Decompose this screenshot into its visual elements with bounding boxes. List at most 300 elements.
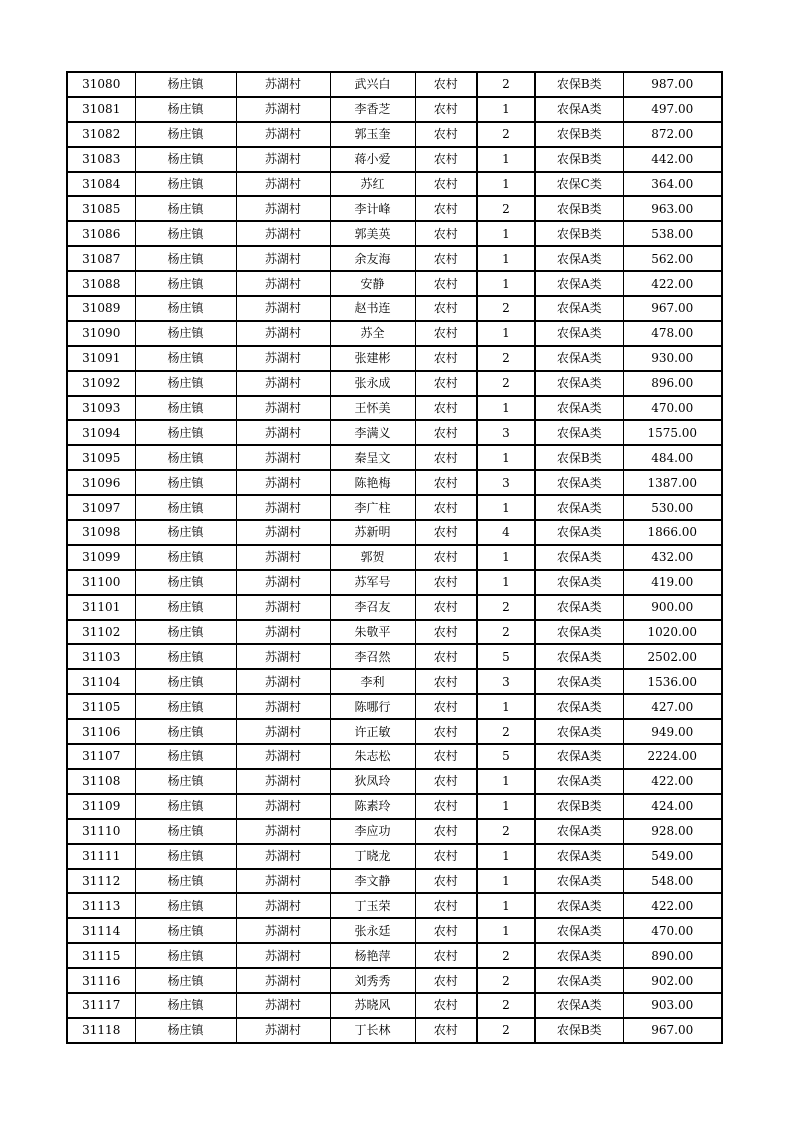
cell-village: 苏湖村 xyxy=(236,794,330,819)
cell-amount: 530.00 xyxy=(623,495,722,520)
cell-amount: 967.00 xyxy=(623,1018,722,1043)
cell-serial-number: 31094 xyxy=(67,420,135,445)
cell-village: 苏湖村 xyxy=(236,321,330,346)
cell-category: 农村 xyxy=(415,918,477,943)
cell-category: 农村 xyxy=(415,72,477,97)
cell-serial-number: 31113 xyxy=(67,893,135,918)
cell-serial-number: 31084 xyxy=(67,172,135,197)
cell-amount: 427.00 xyxy=(623,694,722,719)
cell-insurance-type: 农保A类 xyxy=(535,644,623,669)
cell-category: 农村 xyxy=(415,495,477,520)
cell-person-name: 许正敏 xyxy=(330,719,415,744)
cell-serial-number: 31086 xyxy=(67,221,135,246)
cell-amount: 538.00 xyxy=(623,221,722,246)
cell-town: 杨庄镇 xyxy=(135,346,236,371)
cell-village: 苏湖村 xyxy=(236,595,330,620)
cell-town: 杨庄镇 xyxy=(135,595,236,620)
cell-category: 农村 xyxy=(415,445,477,470)
cell-category: 农村 xyxy=(415,296,477,321)
cell-category: 农村 xyxy=(415,993,477,1018)
cell-village: 苏湖村 xyxy=(236,769,330,794)
cell-person-name: 苏全 xyxy=(330,321,415,346)
cell-town: 杨庄镇 xyxy=(135,470,236,495)
cell-person-name: 丁玉荣 xyxy=(330,893,415,918)
cell-insurance-type: 农保A类 xyxy=(535,893,623,918)
cell-person-count: 1 xyxy=(477,445,535,470)
cell-person-name: 丁晓龙 xyxy=(330,844,415,869)
cell-insurance-type: 农保A类 xyxy=(535,396,623,421)
cell-person-name: 朱敬平 xyxy=(330,620,415,645)
table-row xyxy=(67,420,722,445)
cell-person-count: 2 xyxy=(477,819,535,844)
cell-person-name: 余友海 xyxy=(330,246,415,271)
cell-serial-number: 31093 xyxy=(67,396,135,421)
cell-category: 农村 xyxy=(415,570,477,595)
cell-category: 农村 xyxy=(415,819,477,844)
cell-person-count: 1 xyxy=(477,271,535,296)
cell-serial-number: 31103 xyxy=(67,644,135,669)
cell-village: 苏湖村 xyxy=(236,869,330,894)
cell-person-count: 2 xyxy=(477,1018,535,1043)
cell-person-count: 2 xyxy=(477,968,535,993)
cell-village: 苏湖村 xyxy=(236,644,330,669)
cell-serial-number: 31108 xyxy=(67,769,135,794)
cell-category: 农村 xyxy=(415,644,477,669)
cell-category: 农村 xyxy=(415,719,477,744)
cell-person-count: 2 xyxy=(477,196,535,221)
cell-amount: 902.00 xyxy=(623,968,722,993)
cell-serial-number: 31104 xyxy=(67,669,135,694)
cell-person-name: 陈素玲 xyxy=(330,794,415,819)
cell-person-name: 陈艳梅 xyxy=(330,470,415,495)
cell-amount: 1575.00 xyxy=(623,420,722,445)
cell-village: 苏湖村 xyxy=(236,694,330,719)
cell-insurance-type: 农保A类 xyxy=(535,968,623,993)
cell-serial-number: 31085 xyxy=(67,196,135,221)
cell-category: 农村 xyxy=(415,1018,477,1043)
cell-amount: 442.00 xyxy=(623,147,722,172)
cell-insurance-type: 农保A类 xyxy=(535,595,623,620)
table-body xyxy=(67,72,722,1043)
cell-person-name: 丁长林 xyxy=(330,1018,415,1043)
cell-amount: 928.00 xyxy=(623,819,722,844)
cell-insurance-type: 农保A类 xyxy=(535,420,623,445)
cell-insurance-type: 农保A类 xyxy=(535,694,623,719)
cell-person-count: 1 xyxy=(477,769,535,794)
cell-serial-number: 31114 xyxy=(67,918,135,943)
cell-category: 农村 xyxy=(415,844,477,869)
cell-serial-number: 31082 xyxy=(67,122,135,147)
cell-amount: 872.00 xyxy=(623,122,722,147)
table-row xyxy=(67,1018,722,1043)
table-row xyxy=(67,221,722,246)
cell-serial-number: 31116 xyxy=(67,968,135,993)
cell-person-count: 1 xyxy=(477,869,535,894)
cell-person-name: 陈哪行 xyxy=(330,694,415,719)
cell-town: 杨庄镇 xyxy=(135,196,236,221)
cell-insurance-type: 农保A类 xyxy=(535,271,623,296)
cell-amount: 432.00 xyxy=(623,545,722,570)
cell-insurance-type: 农保B类 xyxy=(535,794,623,819)
cell-person-name: 郭玉奎 xyxy=(330,122,415,147)
cell-category: 农村 xyxy=(415,346,477,371)
cell-person-count: 1 xyxy=(477,221,535,246)
cell-town: 杨庄镇 xyxy=(135,72,236,97)
cell-serial-number: 31107 xyxy=(67,744,135,769)
cell-insurance-type: 农保A类 xyxy=(535,719,623,744)
cell-insurance-type: 农保A类 xyxy=(535,819,623,844)
cell-category: 农村 xyxy=(415,968,477,993)
table-row xyxy=(67,520,722,545)
cell-town: 杨庄镇 xyxy=(135,97,236,122)
cell-insurance-type: 农保A类 xyxy=(535,869,623,894)
cell-village: 苏湖村 xyxy=(236,1018,330,1043)
cell-person-count: 3 xyxy=(477,420,535,445)
cell-amount: 422.00 xyxy=(623,271,722,296)
cell-town: 杨庄镇 xyxy=(135,371,236,396)
table-row xyxy=(67,869,722,894)
cell-insurance-type: 农保B类 xyxy=(535,122,623,147)
table-row xyxy=(67,122,722,147)
cell-village: 苏湖村 xyxy=(236,221,330,246)
cell-serial-number: 31090 xyxy=(67,321,135,346)
insurance-roster-table xyxy=(66,71,723,1044)
cell-village: 苏湖村 xyxy=(236,968,330,993)
cell-person-count: 5 xyxy=(477,644,535,669)
cell-insurance-type: 农保A类 xyxy=(535,470,623,495)
cell-person-name: 蒋小爱 xyxy=(330,147,415,172)
cell-insurance-type: 农保A类 xyxy=(535,545,623,570)
cell-town: 杨庄镇 xyxy=(135,869,236,894)
cell-amount: 548.00 xyxy=(623,869,722,894)
cell-category: 农村 xyxy=(415,470,477,495)
cell-person-count: 2 xyxy=(477,595,535,620)
cell-village: 苏湖村 xyxy=(236,147,330,172)
cell-amount: 419.00 xyxy=(623,570,722,595)
cell-person-count: 1 xyxy=(477,794,535,819)
cell-serial-number: 31096 xyxy=(67,470,135,495)
cell-insurance-type: 农保B类 xyxy=(535,445,623,470)
cell-serial-number: 31087 xyxy=(67,246,135,271)
cell-serial-number: 31117 xyxy=(67,993,135,1018)
cell-village: 苏湖村 xyxy=(236,570,330,595)
cell-person-count: 1 xyxy=(477,545,535,570)
cell-serial-number: 31102 xyxy=(67,620,135,645)
table-row xyxy=(67,371,722,396)
cell-category: 农村 xyxy=(415,545,477,570)
cell-category: 农村 xyxy=(415,869,477,894)
cell-person-count: 1 xyxy=(477,893,535,918)
table-row xyxy=(67,595,722,620)
cell-insurance-type: 农保B类 xyxy=(535,72,623,97)
table-row xyxy=(67,545,722,570)
cell-town: 杨庄镇 xyxy=(135,719,236,744)
cell-person-name: 秦呈文 xyxy=(330,445,415,470)
cell-amount: 422.00 xyxy=(623,893,722,918)
cell-amount: 896.00 xyxy=(623,371,722,396)
cell-insurance-type: 农保B类 xyxy=(535,147,623,172)
cell-amount: 478.00 xyxy=(623,321,722,346)
cell-insurance-type: 农保A类 xyxy=(535,744,623,769)
cell-serial-number: 31106 xyxy=(67,719,135,744)
cell-person-count: 2 xyxy=(477,122,535,147)
cell-amount: 424.00 xyxy=(623,794,722,819)
cell-person-count: 1 xyxy=(477,694,535,719)
cell-amount: 364.00 xyxy=(623,172,722,197)
table-row xyxy=(67,172,722,197)
table-row xyxy=(67,943,722,968)
cell-person-name: 郭贺 xyxy=(330,545,415,570)
cell-amount: 903.00 xyxy=(623,993,722,1018)
cell-village: 苏湖村 xyxy=(236,744,330,769)
cell-village: 苏湖村 xyxy=(236,918,330,943)
table-row xyxy=(67,694,722,719)
cell-amount: 890.00 xyxy=(623,943,722,968)
table-row xyxy=(67,819,722,844)
cell-insurance-type: 农保A类 xyxy=(535,669,623,694)
cell-category: 农村 xyxy=(415,271,477,296)
cell-person-name: 苏红 xyxy=(330,172,415,197)
cell-town: 杨庄镇 xyxy=(135,844,236,869)
cell-amount: 900.00 xyxy=(623,595,722,620)
cell-amount: 422.00 xyxy=(623,769,722,794)
cell-amount: 987.00 xyxy=(623,72,722,97)
cell-person-name: 安静 xyxy=(330,271,415,296)
cell-town: 杨庄镇 xyxy=(135,570,236,595)
cell-insurance-type: 农保A类 xyxy=(535,371,623,396)
cell-town: 杨庄镇 xyxy=(135,246,236,271)
cell-serial-number: 31089 xyxy=(67,296,135,321)
cell-category: 农村 xyxy=(415,694,477,719)
cell-village: 苏湖村 xyxy=(236,72,330,97)
cell-town: 杨庄镇 xyxy=(135,694,236,719)
cell-person-name: 苏晓风 xyxy=(330,993,415,1018)
cell-amount: 562.00 xyxy=(623,246,722,271)
cell-person-name: 赵书连 xyxy=(330,296,415,321)
cell-village: 苏湖村 xyxy=(236,844,330,869)
cell-village: 苏湖村 xyxy=(236,943,330,968)
cell-person-name: 王怀美 xyxy=(330,396,415,421)
table-row xyxy=(67,445,722,470)
table-row xyxy=(67,620,722,645)
cell-town: 杨庄镇 xyxy=(135,420,236,445)
table-row xyxy=(67,844,722,869)
cell-category: 农村 xyxy=(415,221,477,246)
cell-town: 杨庄镇 xyxy=(135,993,236,1018)
cell-person-name: 李应功 xyxy=(330,819,415,844)
cell-person-name: 李利 xyxy=(330,669,415,694)
cell-village: 苏湖村 xyxy=(236,346,330,371)
cell-village: 苏湖村 xyxy=(236,97,330,122)
table-row xyxy=(67,271,722,296)
table-row xyxy=(67,196,722,221)
cell-person-count: 3 xyxy=(477,669,535,694)
table-row xyxy=(67,246,722,271)
cell-village: 苏湖村 xyxy=(236,470,330,495)
cell-person-name: 狄凤玲 xyxy=(330,769,415,794)
cell-person-count: 2 xyxy=(477,346,535,371)
cell-serial-number: 31097 xyxy=(67,495,135,520)
cell-person-name: 张永成 xyxy=(330,371,415,396)
cell-village: 苏湖村 xyxy=(236,719,330,744)
cell-town: 杨庄镇 xyxy=(135,1018,236,1043)
cell-category: 农村 xyxy=(415,396,477,421)
cell-town: 杨庄镇 xyxy=(135,769,236,794)
cell-amount: 2502.00 xyxy=(623,644,722,669)
cell-insurance-type: 农保B类 xyxy=(535,196,623,221)
cell-town: 杨庄镇 xyxy=(135,172,236,197)
cell-town: 杨庄镇 xyxy=(135,819,236,844)
cell-category: 农村 xyxy=(415,420,477,445)
cell-serial-number: 31088 xyxy=(67,271,135,296)
cell-insurance-type: 农保A类 xyxy=(535,495,623,520)
cell-town: 杨庄镇 xyxy=(135,744,236,769)
cell-village: 苏湖村 xyxy=(236,271,330,296)
cell-village: 苏湖村 xyxy=(236,371,330,396)
cell-village: 苏湖村 xyxy=(236,669,330,694)
table-row xyxy=(67,147,722,172)
cell-amount: 1020.00 xyxy=(623,620,722,645)
cell-insurance-type: 农保A类 xyxy=(535,620,623,645)
cell-serial-number: 31098 xyxy=(67,520,135,545)
cell-person-count: 2 xyxy=(477,719,535,744)
table-row xyxy=(67,893,722,918)
cell-town: 杨庄镇 xyxy=(135,893,236,918)
cell-town: 杨庄镇 xyxy=(135,221,236,246)
cell-town: 杨庄镇 xyxy=(135,520,236,545)
table-row xyxy=(67,719,722,744)
cell-town: 杨庄镇 xyxy=(135,644,236,669)
cell-serial-number: 31112 xyxy=(67,869,135,894)
cell-person-name: 郭美英 xyxy=(330,221,415,246)
cell-amount: 497.00 xyxy=(623,97,722,122)
cell-serial-number: 31099 xyxy=(67,545,135,570)
cell-amount: 930.00 xyxy=(623,346,722,371)
cell-insurance-type: 农保A类 xyxy=(535,321,623,346)
cell-village: 苏湖村 xyxy=(236,172,330,197)
table-row xyxy=(67,993,722,1018)
cell-village: 苏湖村 xyxy=(236,122,330,147)
cell-person-count: 1 xyxy=(477,570,535,595)
cell-village: 苏湖村 xyxy=(236,545,330,570)
cell-category: 农村 xyxy=(415,371,477,396)
cell-person-name: 朱志松 xyxy=(330,744,415,769)
cell-amount: 967.00 xyxy=(623,296,722,321)
cell-category: 农村 xyxy=(415,943,477,968)
cell-insurance-type: 农保A类 xyxy=(535,844,623,869)
cell-person-count: 1 xyxy=(477,844,535,869)
cell-category: 农村 xyxy=(415,196,477,221)
cell-serial-number: 31080 xyxy=(67,72,135,97)
cell-village: 苏湖村 xyxy=(236,396,330,421)
cell-serial-number: 31115 xyxy=(67,943,135,968)
cell-category: 农村 xyxy=(415,620,477,645)
cell-village: 苏湖村 xyxy=(236,819,330,844)
table-row xyxy=(67,346,722,371)
cell-town: 杨庄镇 xyxy=(135,545,236,570)
cell-village: 苏湖村 xyxy=(236,520,330,545)
cell-town: 杨庄镇 xyxy=(135,445,236,470)
cell-category: 农村 xyxy=(415,893,477,918)
cell-category: 农村 xyxy=(415,744,477,769)
cell-amount: 484.00 xyxy=(623,445,722,470)
cell-village: 苏湖村 xyxy=(236,495,330,520)
cell-amount: 963.00 xyxy=(623,196,722,221)
cell-person-name: 苏军号 xyxy=(330,570,415,595)
table-row xyxy=(67,794,722,819)
cell-person-count: 2 xyxy=(477,993,535,1018)
cell-person-name: 刘秀秀 xyxy=(330,968,415,993)
table-row xyxy=(67,72,722,97)
cell-insurance-type: 农保A类 xyxy=(535,943,623,968)
table-row xyxy=(67,744,722,769)
cell-person-name: 李文静 xyxy=(330,869,415,894)
cell-town: 杨庄镇 xyxy=(135,794,236,819)
cell-person-name: 李召友 xyxy=(330,595,415,620)
cell-village: 苏湖村 xyxy=(236,246,330,271)
table-row xyxy=(67,470,722,495)
cell-person-count: 2 xyxy=(477,371,535,396)
cell-person-name: 张永廷 xyxy=(330,918,415,943)
cell-village: 苏湖村 xyxy=(236,620,330,645)
cell-category: 农村 xyxy=(415,669,477,694)
cell-town: 杨庄镇 xyxy=(135,396,236,421)
table-row xyxy=(67,968,722,993)
cell-serial-number: 31118 xyxy=(67,1018,135,1043)
cell-category: 农村 xyxy=(415,794,477,819)
cell-serial-number: 31111 xyxy=(67,844,135,869)
cell-category: 农村 xyxy=(415,172,477,197)
cell-serial-number: 31091 xyxy=(67,346,135,371)
cell-town: 杨庄镇 xyxy=(135,296,236,321)
cell-serial-number: 31101 xyxy=(67,595,135,620)
cell-person-count: 4 xyxy=(477,520,535,545)
table-row xyxy=(67,644,722,669)
cell-category: 农村 xyxy=(415,321,477,346)
cell-person-count: 2 xyxy=(477,620,535,645)
cell-serial-number: 31083 xyxy=(67,147,135,172)
cell-town: 杨庄镇 xyxy=(135,147,236,172)
cell-insurance-type: 农保A类 xyxy=(535,520,623,545)
cell-insurance-type: 农保C类 xyxy=(535,172,623,197)
table-row xyxy=(67,918,722,943)
cell-person-name: 李计峰 xyxy=(330,196,415,221)
cell-village: 苏湖村 xyxy=(236,196,330,221)
cell-town: 杨庄镇 xyxy=(135,620,236,645)
table-row xyxy=(67,396,722,421)
cell-insurance-type: 农保B类 xyxy=(535,221,623,246)
cell-person-name: 李香芝 xyxy=(330,97,415,122)
cell-amount: 949.00 xyxy=(623,719,722,744)
cell-amount: 470.00 xyxy=(623,396,722,421)
cell-person-count: 1 xyxy=(477,321,535,346)
cell-category: 农村 xyxy=(415,147,477,172)
cell-insurance-type: 农保A类 xyxy=(535,246,623,271)
cell-town: 杨庄镇 xyxy=(135,943,236,968)
cell-insurance-type: 农保A类 xyxy=(535,570,623,595)
cell-amount: 470.00 xyxy=(623,918,722,943)
cell-insurance-type: 农保B类 xyxy=(535,1018,623,1043)
cell-town: 杨庄镇 xyxy=(135,669,236,694)
cell-serial-number: 31109 xyxy=(67,794,135,819)
cell-person-count: 2 xyxy=(477,296,535,321)
cell-person-name: 李广柱 xyxy=(330,495,415,520)
table-row xyxy=(67,321,722,346)
cell-serial-number: 31081 xyxy=(67,97,135,122)
cell-insurance-type: 农保A类 xyxy=(535,918,623,943)
cell-serial-number: 31095 xyxy=(67,445,135,470)
cell-village: 苏湖村 xyxy=(236,296,330,321)
